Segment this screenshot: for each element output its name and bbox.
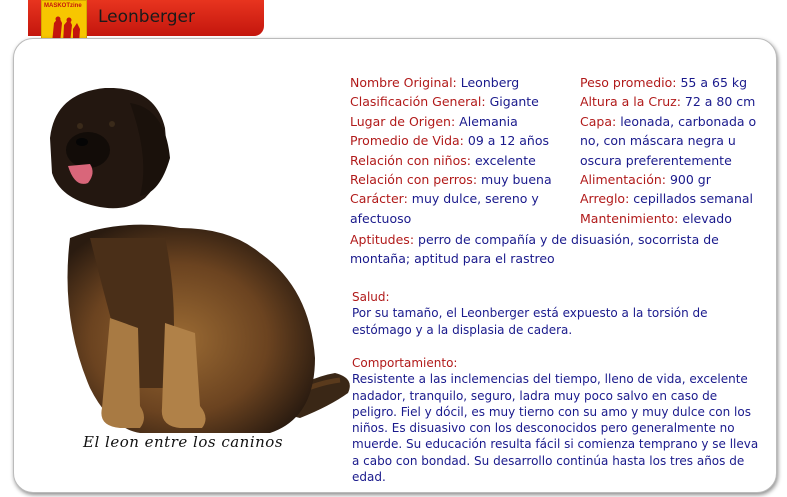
salud-heading: Salud: — [352, 290, 390, 304]
breed-title: Leonberger — [98, 7, 195, 27]
field-altura: Altura a la Cruz: 72 a 80 cm — [580, 94, 756, 110]
image-caption: El leon entre los caninos — [83, 433, 284, 451]
field-relacion-perros: Relación con perros: muy buena — [350, 172, 552, 188]
salud-section — [352, 289, 762, 338]
salud-text: Por su tamaño, el Leonberger está expuesto a la torsión de estómago y a la displasia de cadera. — [352, 306, 708, 337]
field-capa: Capa: leonada, carbonada o no, con máscara negra u oscura preferentemente — [580, 113, 757, 168]
field-arreglo: Arreglo: cepillados semanal — [580, 191, 754, 207]
field-caracter: Carácter: muy dulce, sereno y afectuoso — [350, 191, 539, 226]
field-mantenimiento: Mantenimiento: elevado — [580, 210, 732, 226]
field-nombre-original: Nombre Original: Leonberg — [350, 75, 520, 90]
field-peso: Peso promedio: 55 a 65 kg — [580, 75, 748, 90]
field-alimentacion: Alimentación: 900 gr — [580, 172, 711, 188]
field-relacion-ninos: Relación con niños: excelente — [350, 152, 536, 168]
comportamiento-text: Resistente a las inclemencias del tiempo, lleno de vida, excelente nadador, tranquilo, seguro, ladra muy poco salvo en caso de peligro. Fiel y dócil, es muy tierno con su amo y muy dulce con los niños. Es disuasivo con los desconocidos pero generalmente no muerde. Su educación resulta fácil si comienza temprano y se lleva a cabo con bondad. Su desarrollo continúa hasta los tres años de edad. — [352, 372, 759, 485]
field-clasificacion: Clasificación General: Gigante — [350, 94, 539, 110]
field-lugar-origen: Lugar de Origen: Alemania — [350, 113, 518, 129]
comportamiento-heading: Comportamiento: — [352, 356, 458, 370]
left-info-column — [350, 73, 572, 228]
right-info-column — [580, 73, 772, 228]
field-promedio-vida: Promedio de Vida: 09 a 12 años — [350, 133, 550, 149]
comportamiento-section — [352, 355, 762, 485]
logo-text: MASKOTzine — [44, 3, 82, 9]
field-aptitudes: Aptitudes: perro de compañía y de disuasión, socorrista de montaña; aptitud para el rastreo — [350, 232, 719, 267]
leonberger-dog-image — [30, 88, 360, 448]
